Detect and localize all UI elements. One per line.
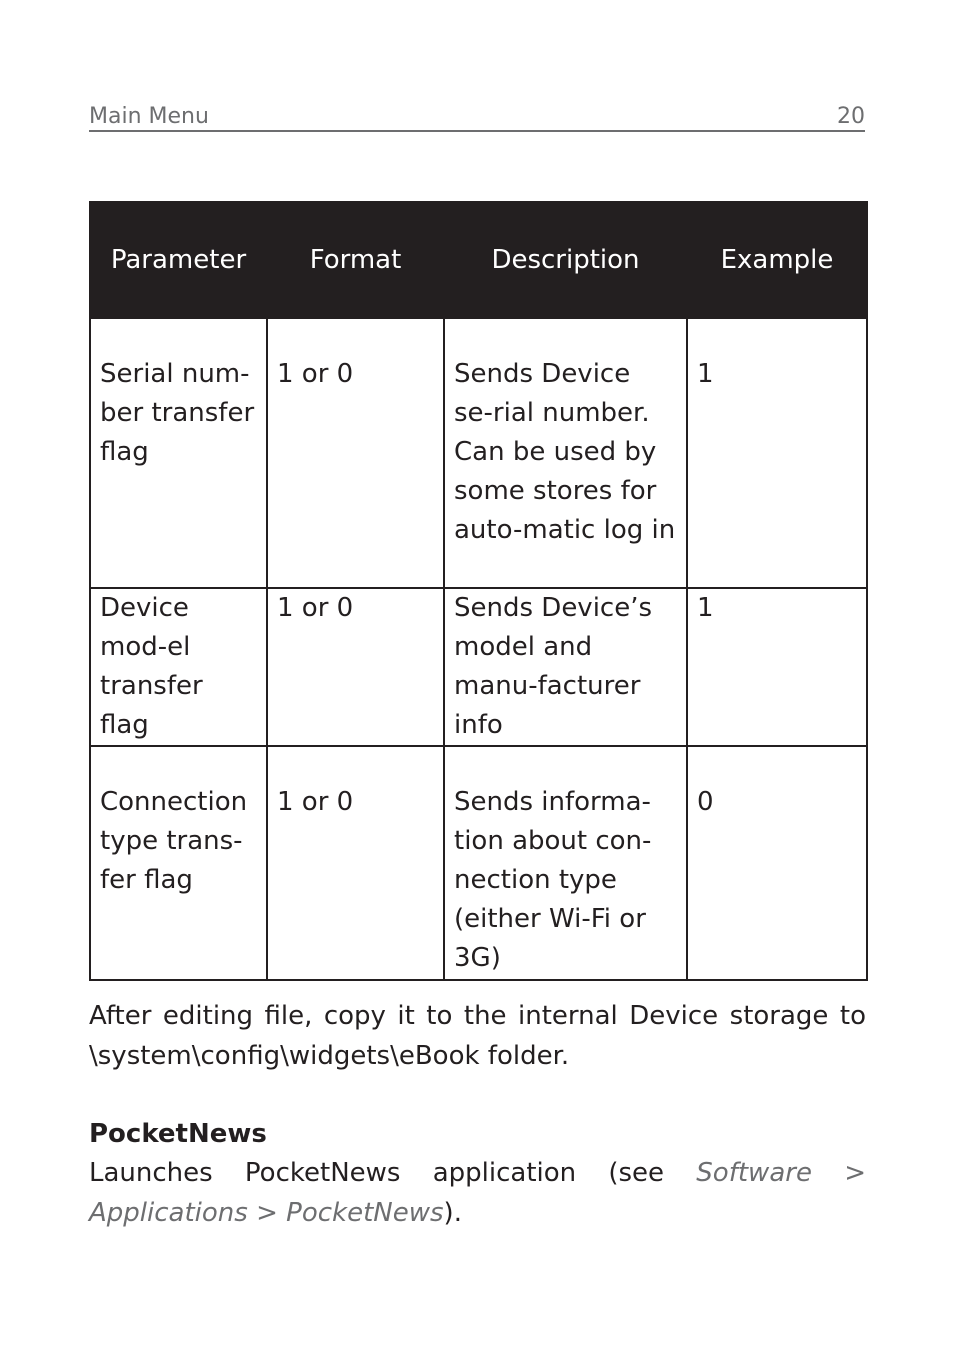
page-number: 20: [837, 104, 865, 129]
text-before: Launches PocketNews application (see: [89, 1158, 697, 1188]
table-row: [90, 746, 867, 980]
cell-format: 1 or 0: [267, 746, 444, 980]
separator: >: [247, 1198, 287, 1228]
column-header-format: Format: [267, 202, 444, 318]
column-header-example: Example: [687, 202, 867, 318]
cell-parameter: Device mod-el transfer flag: [90, 588, 267, 746]
reference-pocketnews: PocketNews: [286, 1198, 444, 1228]
column-header-parameter: Parameter: [90, 202, 267, 318]
cell-description: Sends informa-tion about con-nection type (either Wi-Fi or 3G): [444, 746, 687, 980]
text-after: ).: [443, 1198, 462, 1228]
cell-format: 1 or 0: [267, 318, 444, 588]
section-heading-pocketnews: PocketNews: [89, 1119, 267, 1149]
cell-format: 1 or 0: [267, 588, 444, 746]
reference-applications: Applications: [89, 1198, 248, 1228]
reference-software: Software: [696, 1158, 812, 1188]
cell-description: Sends Device’s model and manu-facturer info: [444, 588, 687, 746]
instruction-paragraph: After editing file, copy it to the internal Device storage to \system\config\widgets\eBook folder.: [89, 1001, 866, 1071]
separator: >: [811, 1158, 866, 1188]
section-title: Main Menu: [89, 104, 209, 129]
cell-example: 1: [687, 318, 867, 588]
page-header: [89, 104, 865, 132]
parameter-table: [89, 201, 868, 981]
cell-example: 0: [687, 746, 867, 980]
table-row: [90, 588, 867, 746]
pocketnews-description: [89, 1153, 866, 1233]
cell-example: 1: [687, 588, 867, 746]
table-row: [90, 318, 867, 588]
cell-parameter: Connection type trans-fer flag: [90, 746, 267, 980]
cell-description: Sends Device se-rial number. Can be used by some stores for auto-matic log in: [444, 318, 687, 588]
table-header-row: [90, 202, 867, 318]
column-header-description: Description: [444, 202, 687, 318]
cell-parameter: Serial num-ber transfer flag: [90, 318, 267, 588]
